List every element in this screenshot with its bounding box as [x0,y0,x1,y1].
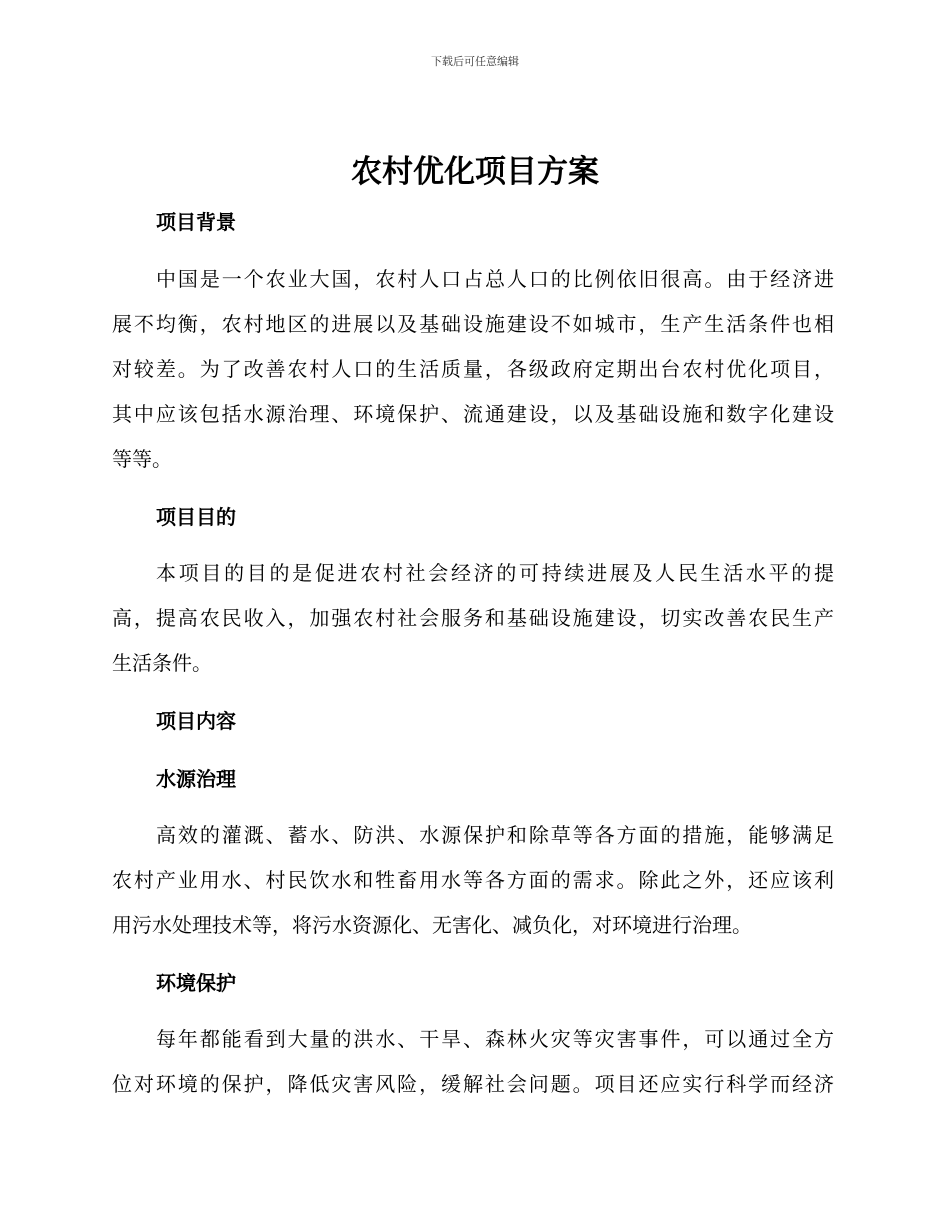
paragraph-line: 位对环境的保护，降低灾害风险，缓解社会问题。项目还应实行科学而经济 [112,1072,834,1096]
heading-environment: 环境保护 [156,971,236,995]
paragraph-line: 农村产业用水、村民饮水和牲畜用水等各方面的需求。除此之外，还应该利 [112,868,834,892]
paragraph-line: 本项目的目的是促进农村社会经济的可持续进展及人民生活水平的提 [156,561,834,585]
paragraph-line: 用污水处理技术等，将污水资源化、无害化、减负化，对环境进行治理。 [112,913,752,937]
paragraph-line: 其中应该包括水源治理、环境保护、流通建设，以及基础设施和数字化建设 [112,402,834,426]
paragraph-line: 中国是一个农业大国，农村人口占总人口的比例依旧很高。由于经济进 [156,267,834,291]
paragraph-line: 对较差。为了改善农村人口的生活质量，各级政府定期出台农村优化项目， [112,357,834,381]
page-header-note: 下载后可任意编辑 [431,55,519,68]
heading-water: 水源治理 [156,767,236,791]
heading-content: 项目内容 [156,709,236,733]
paragraph-line: 高效的灌溉、蓄水、防洪、水源保护和除草等各方面的措施，能够满足 [156,823,834,847]
paragraph-environment [112,1017,834,1107]
paragraph-line: 每年都能看到大量的洪水、干旱、森林火灾等灾害事件，可以通过全方 [156,1027,834,1051]
paragraph-line: 高，提高农民收入，加强农村社会服务和基础设施建设，切实改善农民生产 [112,606,834,630]
paragraph-line: 等等。 [112,447,172,471]
paragraph-purpose [112,551,834,686]
heading-background: 项目背景 [156,210,236,234]
heading-purpose: 项目目的 [156,505,236,529]
paragraph-line: 生活条件。 [112,651,212,675]
document-title: 农村优化项目方案 [351,154,599,190]
paragraph-background [112,257,834,482]
paragraph-water [112,813,834,948]
paragraph-line: 展不均衡，农村地区的进展以及基础设施建设不如城市，生产生活条件也相 [112,312,834,336]
